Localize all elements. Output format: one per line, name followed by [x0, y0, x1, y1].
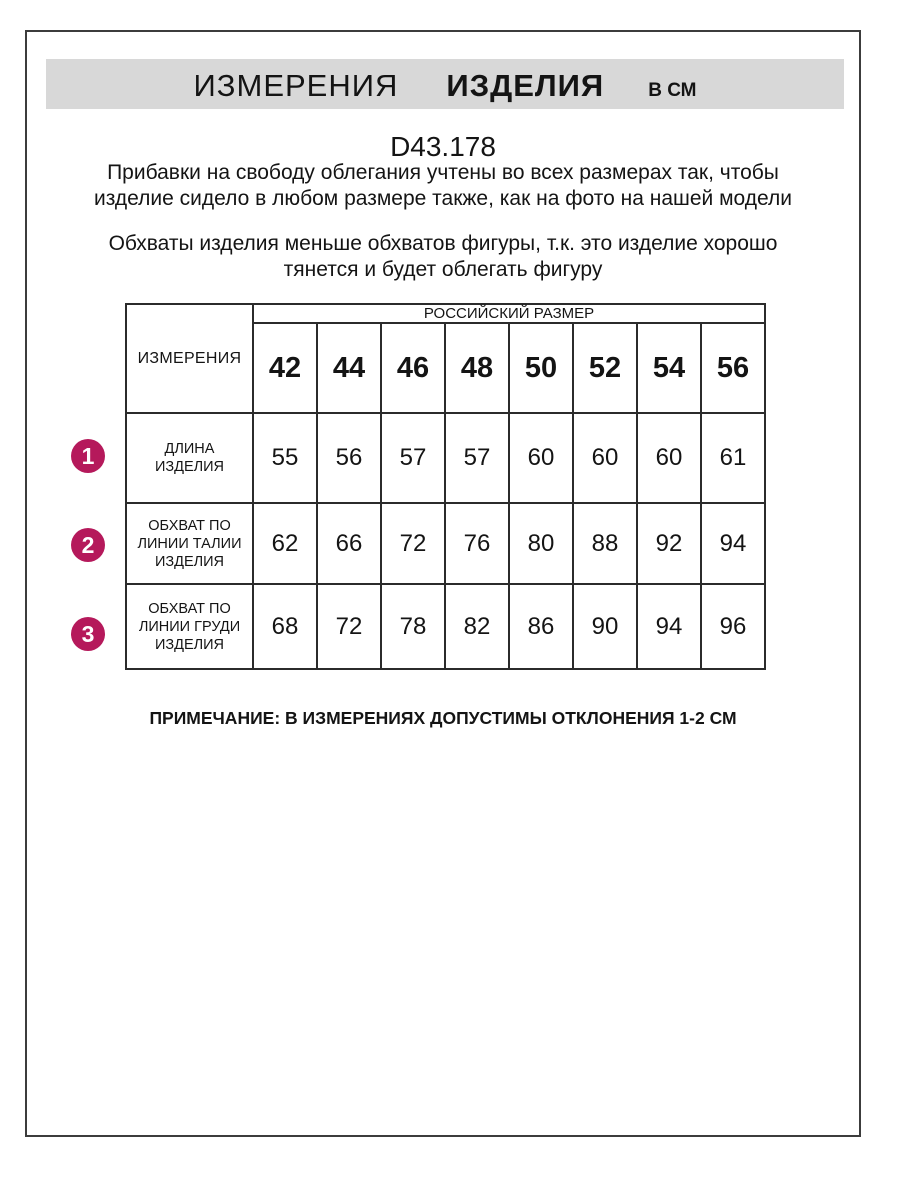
value-length-46: 57	[381, 413, 445, 503]
value-length-52: 60	[573, 413, 637, 503]
value-length-56: 61	[701, 413, 765, 503]
value-waist-52: 88	[573, 503, 637, 584]
size-header-46: 46	[381, 323, 445, 413]
value-chest-48: 82	[445, 584, 509, 669]
size-header-52: 52	[573, 323, 637, 413]
size-header-42: 42	[253, 323, 317, 413]
title-measurements: ИЗМЕРЕНИЯ	[193, 68, 399, 103]
intro-paragraph-fit: Прибавки на свободу облегания учтены во всех размерах так, чтобы изделие сидело в любом размере также, как на фото на нашей модели	[94, 161, 792, 210]
size-header-50: 50	[509, 323, 573, 413]
row-number-badge-2: 2	[71, 528, 105, 562]
value-chest-44: 72	[317, 584, 381, 669]
row-label-line: ИЗДЕЛИЯ	[154, 636, 225, 653]
row-number-badge-1: 1	[71, 439, 105, 473]
value-waist-54: 92	[637, 503, 701, 584]
value-length-48: 57	[445, 413, 509, 503]
row-label-chest	[126, 584, 253, 669]
size-header-48: 48	[445, 323, 509, 413]
article-code: D43.178	[390, 131, 496, 162]
table-row-length	[126, 413, 765, 503]
value-length-42: 55	[253, 413, 317, 503]
tolerance-note: ПРИМЕЧАНИЕ: В ИЗМЕРЕНИЯХ ДОПУСТИМЫ ОТКЛОНЕНИЯ 1-2 СМ	[149, 708, 737, 728]
title-unit-cm: В СМ	[648, 80, 697, 101]
page-frame	[25, 30, 861, 1137]
value-chest-46: 78	[381, 584, 445, 669]
intro-paragraph-stretch: Обхваты изделия меньше обхватов фигуры, т.к. это изделие хорошо тянется и будет облегать фигуру	[108, 232, 778, 281]
group-header-russian-size: РОССИЙСКИЙ РАЗМЕР	[253, 304, 765, 323]
value-waist-46: 72	[381, 503, 445, 584]
row-label-line: ОБХВАТ ПО	[148, 600, 231, 617]
table-row-chest	[126, 584, 765, 669]
value-chest-42: 68	[253, 584, 317, 669]
title-product: ИЗДЕЛИЯ	[446, 68, 605, 103]
size-header-54: 54	[637, 323, 701, 413]
row-label-line: ИЗДЕЛИЯ	[154, 553, 225, 570]
table-row-waist	[126, 503, 765, 584]
table-group-header-row	[126, 304, 765, 323]
value-length-54: 60	[637, 413, 701, 503]
value-waist-50: 80	[509, 503, 573, 584]
value-length-50: 60	[509, 413, 573, 503]
row-label-length	[126, 413, 253, 503]
value-waist-56: 94	[701, 503, 765, 584]
corner-header-measurements: ИЗМЕРЕНИЯ	[126, 304, 253, 413]
row-label-waist	[126, 503, 253, 584]
value-chest-52: 90	[573, 584, 637, 669]
value-waist-42: 62	[253, 503, 317, 584]
title-bar	[46, 59, 844, 109]
row-number-badge-3: 3	[71, 617, 105, 651]
value-length-44: 56	[317, 413, 381, 503]
value-chest-56: 96	[701, 584, 765, 669]
value-chest-54: 94	[637, 584, 701, 669]
size-header-44: 44	[317, 323, 381, 413]
row-label-line: ИЗДЕЛИЯ	[154, 459, 225, 475]
row-label-line: ЛИНИИ ГРУДИ	[138, 618, 241, 635]
size-table-zone	[81, 303, 766, 670]
value-waist-48: 76	[445, 503, 509, 584]
row-label-line: ЛИНИИ ТАЛИИ	[137, 535, 242, 552]
row-label-line: ОБХВАТ ПО	[148, 517, 231, 534]
value-chest-50: 86	[509, 584, 573, 669]
size-table	[125, 303, 766, 670]
size-header-56: 56	[701, 323, 765, 413]
value-waist-44: 66	[317, 503, 381, 584]
row-label-line: ДЛИНА	[164, 441, 215, 457]
